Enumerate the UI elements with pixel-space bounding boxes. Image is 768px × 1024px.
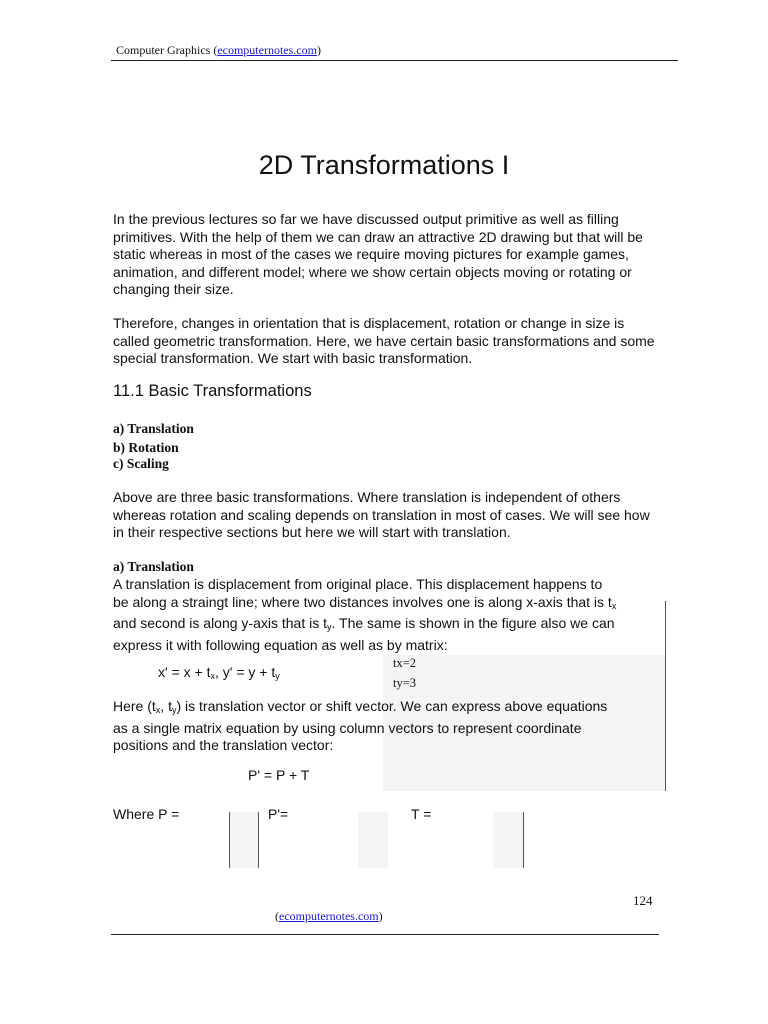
header-link[interactable]: ecomputernotes.com [217,43,317,57]
matrix-t-placeholder [493,812,523,868]
page-header [116,43,321,58]
list-item-rotation: b) Rotation [113,440,179,455]
intro-paragraph: In the previous lectures so far we have discussed output primitive as well as filling primitives. With the help of them we can draw an attractive 2D drawing but that will be static whereas in most of the cases we require moving pictures for example games, animation, and different model; where we show certain objects moving or rotating or changing their size. [113,211,643,298]
matrix-p-bracket-left [229,812,230,868]
translation-line-2: be along a straingt line; where two distances involves one is along x-axis that is $t_x$ [113,593,617,611]
p-prime-label: P'= [268,806,289,822]
list-item-translation: a) Translation [113,421,194,436]
matrix-p-placeholder [229,812,258,868]
translation-vector-paragraph [113,698,658,755]
section-heading: 11.1 Basic Transformations [113,382,312,400]
header-text: Computer Graphics ( [116,43,218,57]
ty-value: ty=3 [393,676,417,690]
page-title: 2D Transformations I [258,150,510,180]
matrix-pprime-placeholder [358,812,388,868]
header-suffix: ) [316,43,321,57]
footer-rule [111,934,659,935]
matrix-t-bracket-right [523,812,524,868]
translation-line-3: and second is along y-axis that is $t_y$. The same is shown in the figure also we can [113,615,615,633]
header-rule [111,60,678,61]
t-label: T = [411,806,432,822]
page-number: 124 [633,893,653,908]
where-p-label: Where P = [113,806,180,822]
vector-line-2: as a single matrix equation by using column vectors to represent coordinate [113,719,582,736]
vector-line-1: Here ($t_x$, $t_y$) is translation vector or shift vector. We can express above equations [113,698,608,715]
basic-transformations-paragraph: Above are three basic transformations. Where translation is independent of others whereas rotation and scaling depends on translation in most of cases. We will see how in their respective sections but here we will start with translation. [113,489,650,541]
matrix-equation: P' = P + T [248,767,310,783]
translation-line-4: express it with following equation as well as by matrix: [113,636,448,653]
list-item-scaling: c) Scaling [113,456,169,471]
orientation-paragraph: Therefore, changes in orientation that is displacement, rotation or change in size is called geometric transformation. Here, we have certain basic transformations and some special transformation. We start with basic transformation. [113,315,655,367]
translation-equation: $x' = x + t_x$, $y' = y + t_y$ [158,664,280,681]
matrix-p-bracket-right [258,812,259,868]
page-footer: (ecomputernotes.com) [275,909,383,923]
footer-link[interactable]: ecomputernotes.com [279,909,379,923]
figure-border [665,601,666,791]
vector-line-3: positions and the translation vector: [113,737,334,754]
subsection-heading: a) Translation [113,559,194,574]
tx-value: tx=2 [393,656,417,670]
translation-line-1: A translation is displacement from original place. This displacement happens to [113,576,603,592]
translation-paragraph [113,576,658,654]
